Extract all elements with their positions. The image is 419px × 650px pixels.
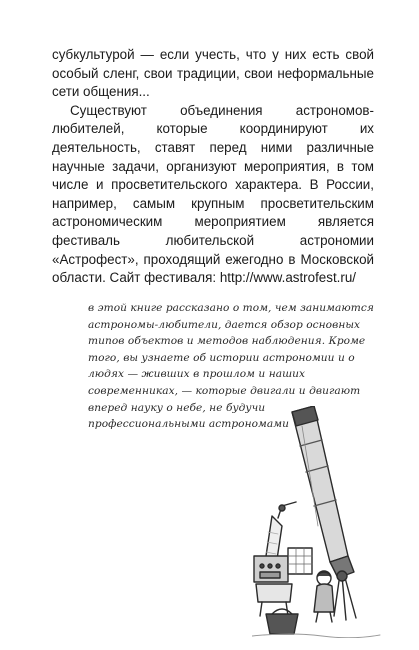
paragraph-2-text: Существуют объединения астрономов-любителей, которые координируют их деятельность, ставят перед ними различные научные задачи, организуют мероприятия, в том числе и просветительского характера. В России, например, самым крупным просветительским астрономическим мероприятием является фестиваль любительской астрономии «Астрофест», проходящий ежегодно в Московской области. Сайт фестиваля: (52, 102, 374, 286)
handwritten-note: в этой книге рассказано о том, чем занимаются астрономы-любители, дается обзор основных типов объектов и методов наблюдения. Кроме того, вы узнаете об истории астрономии и о людях — живших в прошлом и наших современниках, — которые двигали и двигают вперед науку о небе, не будучи профессиональными астрономами (88, 302, 374, 431)
festival-url: http://www.astrofest.ru/ (219, 270, 357, 286)
paragraph-1: субкультурой — если учесть, что у них есть свой особый сленг, свои традиции, свои неформальные сети общения... (52, 47, 374, 100)
telescope-illustration (252, 406, 382, 638)
main-text (52, 46, 374, 288)
paragraph-2 (52, 102, 374, 288)
